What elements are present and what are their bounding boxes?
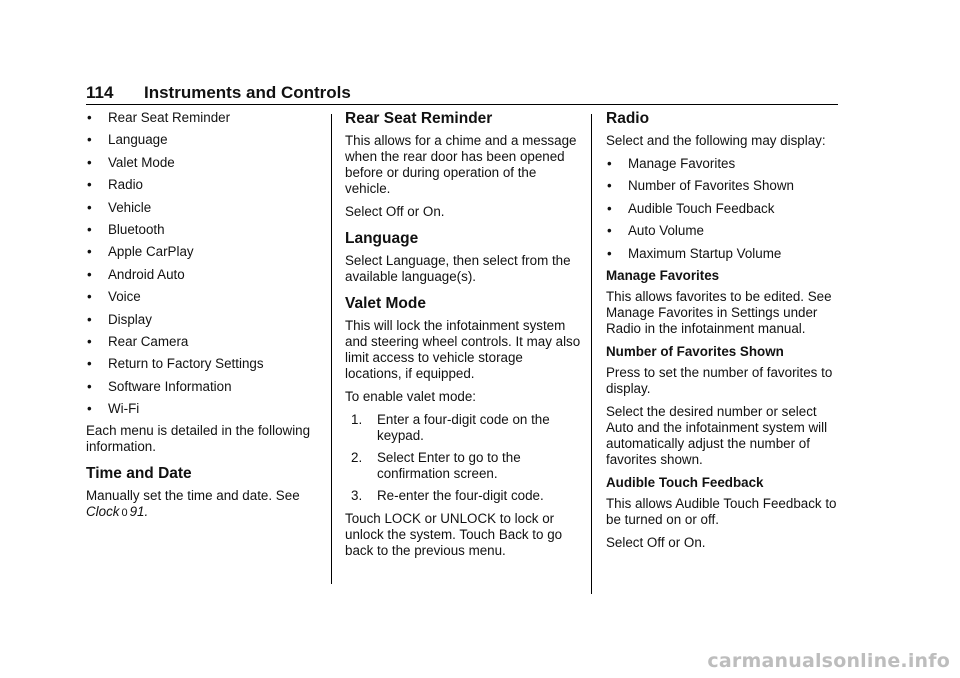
step-number: 2. (351, 450, 363, 465)
language-text: Select Language, then select from the available language(s). (345, 253, 571, 284)
subheading-number-of-favorites: Number of Favorites Shown (606, 343, 784, 359)
list-item: • Android Auto (86, 267, 322, 283)
list-item (345, 412, 581, 444)
list-item: • Audible Touch Feedback (606, 201, 838, 217)
list-item (345, 450, 581, 482)
page-reference-icon: 0 (121, 507, 128, 520)
heading-rear-seat-reminder: Rear Seat Reminder (345, 110, 493, 127)
clock-reference-link[interactable]: Clock (86, 504, 120, 520)
settings-menu-list (86, 110, 322, 417)
column-right (606, 110, 838, 558)
step-text: Enter a four-digit code on the keypad. (377, 412, 550, 443)
time-date-text: Manually set the time and date. See (86, 488, 300, 504)
radio-options-list (606, 156, 838, 262)
list-item: • Language (86, 132, 322, 148)
list-item: • Apple CarPlay (86, 244, 322, 260)
audible-text: This allows Audible Touch Feedback to be turned on or off. (606, 495, 837, 527)
subheading-audible-touch-feedback: Audible Touch Feedback (606, 474, 764, 490)
list-item: • Wi-Fi (86, 401, 322, 417)
valet-steps (345, 412, 581, 504)
list-item: • Return to Factory Settings (86, 356, 322, 372)
column-divider-left (331, 114, 332, 584)
header-rule (86, 104, 838, 105)
list-item: • Rear Camera (86, 334, 322, 350)
radio-intro: Select and the following may display: (606, 133, 826, 148)
rear-seat-text: This allows for a chime and a message when the rear door has been opened before or during operation of the vehicle. (345, 133, 577, 196)
page-number: 114 (86, 83, 114, 102)
menu-note: Each menu is detailed in the following information. (86, 423, 311, 455)
list-item: • Bluetooth (86, 222, 322, 238)
step-number: 3. (351, 488, 363, 503)
step-text: Re-enter the four-digit code. (377, 488, 544, 503)
step-number: 1. (351, 412, 363, 427)
page-header (86, 82, 838, 104)
manage-favorites-text: This allows favorites to be edited. See Manage Favorites in Settings under Radio in the infotainment manual. (606, 288, 832, 336)
heading-valet-mode: Valet Mode (345, 295, 426, 312)
column-divider-right (591, 114, 592, 594)
valet-unlock-text: Touch LOCK or UNLOCK to lock or unlock the system. Touch Back to go back to the previous menu. (345, 511, 563, 558)
list-item: • Valet Mode (86, 155, 322, 171)
watermark: carmanualsonline.info (707, 650, 950, 672)
list-item (345, 488, 581, 504)
clock-page-number: 91. (129, 504, 149, 520)
list-item: • Manage Favorites (606, 156, 838, 172)
section-title: Instruments and Controls (144, 83, 351, 102)
column-middle (345, 110, 581, 566)
list-item: • Display (86, 312, 322, 328)
step-text: Select Enter to go to the confirmation screen. (377, 450, 521, 481)
list-item: • Maximum Startup Volume (606, 246, 838, 262)
list-item: • Voice (86, 289, 322, 305)
list-item: • Radio (86, 177, 322, 193)
valet-text: This will lock the infotainment system and steering wheel controls. It may also limit access to vehicle storage locations, if equipped. (345, 318, 581, 381)
time-date-paragraph (86, 488, 322, 521)
list-item: • Auto Volume (606, 223, 838, 239)
number-favorites-text-2: Select the desired number or select Auto and the infotainment system will automatically adjust the number of favorites shown. (606, 403, 828, 467)
heading-time-and-date: Time and Date (86, 465, 192, 483)
heading-radio: Radio (606, 110, 650, 127)
subheading-manage-favorites: Manage Favorites (606, 267, 720, 283)
heading-language: Language (345, 230, 419, 247)
list-item: • Rear Seat Reminder (86, 110, 322, 126)
number-favorites-text-1: Press to set the number of favorites to display. (606, 364, 833, 396)
valet-enable: To enable valet mode: (345, 389, 477, 404)
rear-seat-select: Select Off or On. (345, 204, 445, 219)
list-item: • Software Information (86, 379, 322, 395)
list-item: • Number of Favorites Shown (606, 178, 838, 194)
audible-select: Select Off or On. (606, 534, 706, 550)
column-left (86, 110, 322, 528)
list-item: • Vehicle (86, 200, 322, 216)
